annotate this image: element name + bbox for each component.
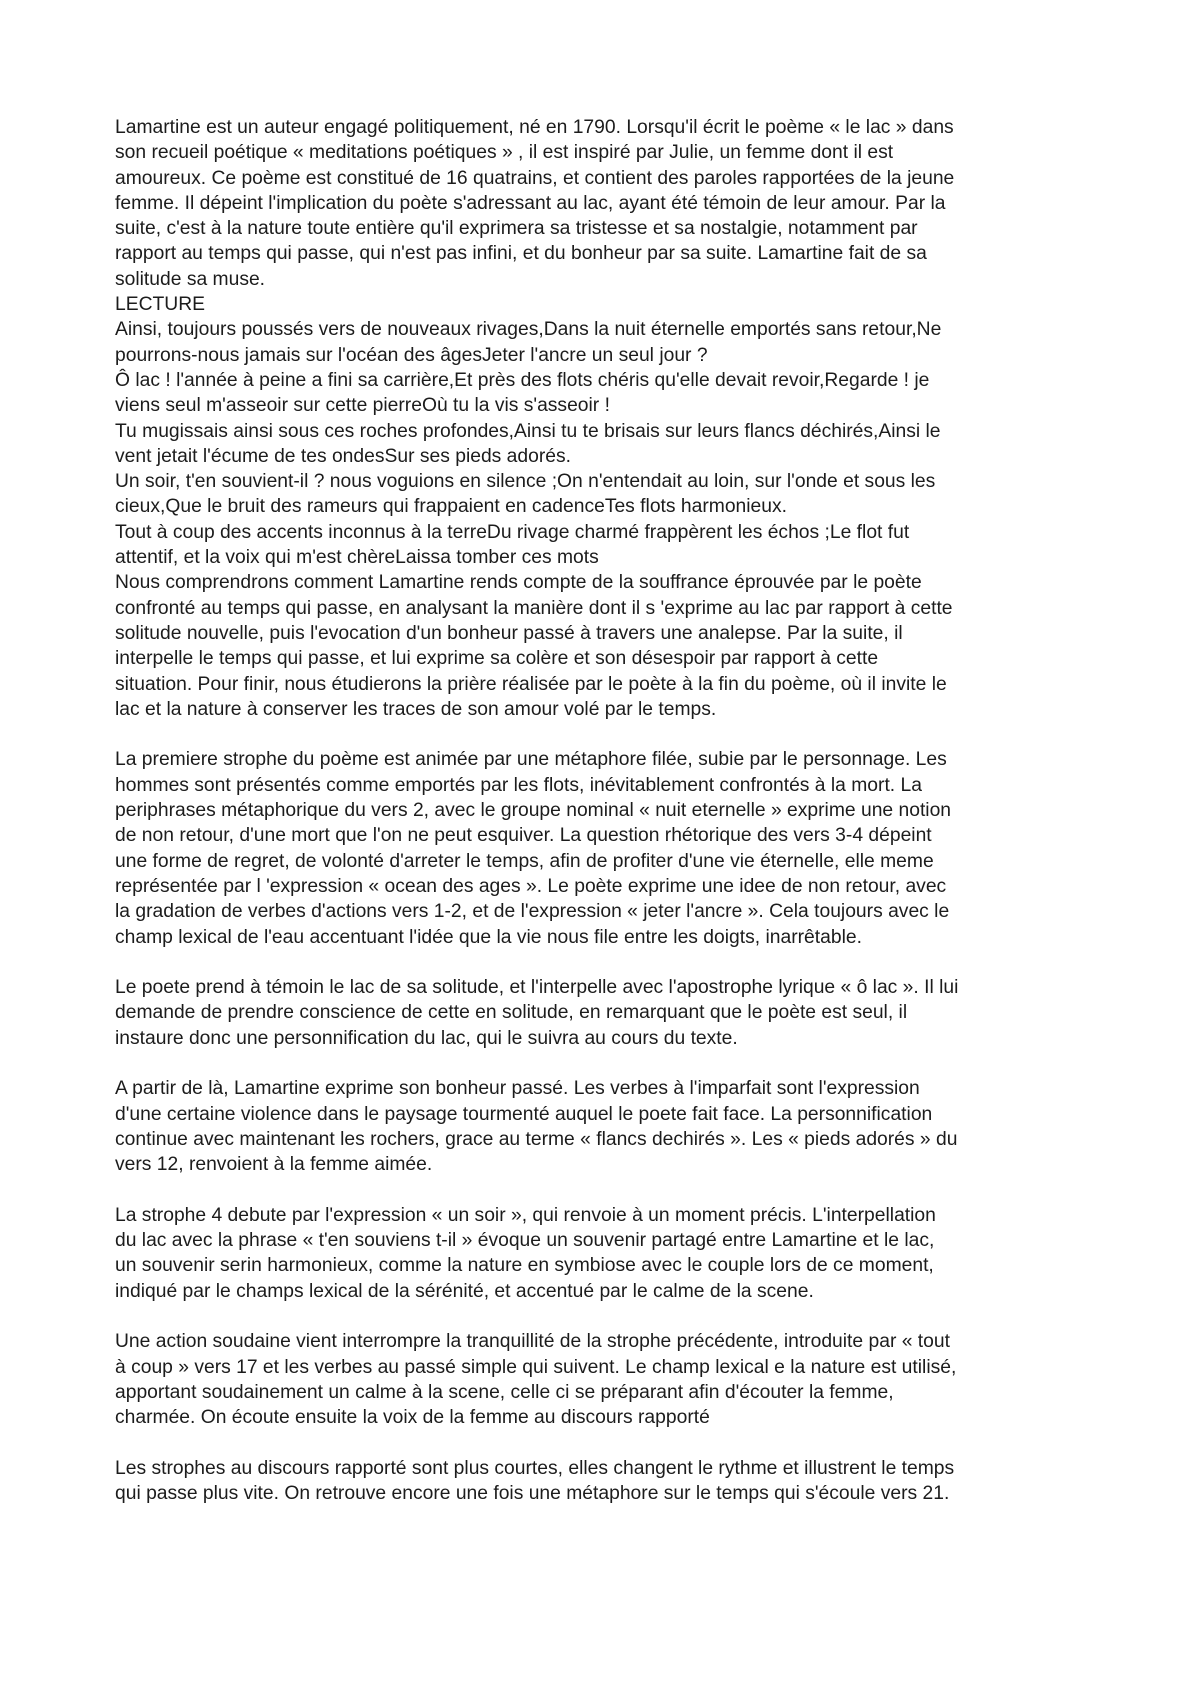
poem-stanza — [115, 520, 1100, 571]
text-line: indiqué par le champs lexical de la sérénité, et accentué par le calme de la scene. — [115, 1280, 814, 1302]
analysis-paragraph — [115, 747, 1100, 949]
text-line: un souvenir serin harmonieux, comme la nature en symbiose avec le couple lors de ce moment, — [115, 1255, 934, 1277]
intro-paragraph — [115, 115, 1100, 292]
text-line: attentif, et la voix qui m'est chèreLaissa tomber ces mots — [115, 547, 599, 569]
text-line: une forme de regret, de volonté d'arreter le temps, afin de profiter d'une vie éternelle, elle meme — [115, 850, 934, 872]
analysis-paragraph — [115, 1329, 1100, 1430]
text-line: son recueil poétique « meditations poétiques » , il est inspiré par Julie, un femme dont il est — [115, 142, 894, 164]
text-line: qui passe plus vite. On retrouve encore une fois une métaphore sur le temps qui s'écoule vers 21. — [115, 1483, 950, 1505]
text-line: confronté au temps qui passe, en analysant la manière dont il s 'exprime au lac par rapport à cette — [115, 597, 953, 619]
text-line: hommes sont présentés comme emportés par les flots, inévitablement confrontés à la mort. La — [115, 774, 922, 796]
text-line: Le poete prend à témoin le lac de sa solitude, et l'interpelle avec l'apostrophe lyrique « ô lac ». Il lui — [115, 977, 959, 999]
text-line: continue avec maintenant les rochers, grace au terme « flancs dechirés ». Les « pieds adorés » du — [115, 1128, 958, 1150]
analysis-paragraph — [115, 1076, 1100, 1177]
analysis-paragraph — [115, 975, 1100, 1051]
text-line: La strophe 4 debute par l'expression « un soir », qui renvoie à un moment précis. L'interpellation — [115, 1204, 936, 1226]
text-line: du lac avec la phrase « t'en souviens t-il » évoque un souvenir partagé entre Lamartine et le lac, — [115, 1230, 935, 1252]
paragraph-gap — [115, 1051, 1100, 1076]
text-line: situation. Pour finir, nous étudierons la prière réalisée par le poète à la fin du poème, où il invite le — [115, 673, 947, 695]
text-line: d'une certaine violence dans le paysage tourmenté auquel le poete fait face. La personnification — [115, 1103, 933, 1125]
poem-stanza — [115, 419, 1100, 470]
text-line: lac et la nature à conserver les traces de son amour volé par le temps. — [115, 698, 717, 720]
text-line: vent jetait l'écume de tes ondesSur ses pieds adorés. — [115, 445, 571, 467]
text-line: A partir de là, Lamartine exprime son bonheur passé. Les verbes à l'imparfait sont l'expression — [115, 1078, 920, 1100]
problematique-paragraph — [115, 570, 1100, 722]
text-line: amoureux. Ce poème est constitué de 16 quatrains, et contient des paroles rapportées de la jeune — [115, 167, 955, 189]
paragraph-gap — [115, 1430, 1100, 1455]
document-page — [115, 115, 1100, 1506]
poem-excerpt — [115, 317, 1100, 570]
text-line: vers 12, renvoient à la femme aimée. — [115, 1154, 433, 1176]
text-line: periphrases métaphorique du vers 2, avec le groupe nominal « nuit eternelle » exprime une notion — [115, 800, 952, 822]
text-line: champ lexical de l'eau accentuant l'idée que la vie nous file entre les doigts, inarrêtable. — [115, 926, 862, 948]
text-line: de non retour, d'une mort que l'on ne peut esquiver. La question rhétorique des vers 3-4 dépeint — [115, 825, 932, 847]
text-line: représentée par l 'expression « ocean des ages ». Le poète exprime une idee de non retour, avec — [115, 875, 947, 897]
text-line: la gradation de verbes d'actions vers 1-2, et de l'expression « jeter l'ancre ». Cela toujours avec le — [115, 901, 950, 923]
text-line: Lamartine est un auteur engagé politiquement, né en 1790. Lorsqu'il écrit le poème « le lac » dans — [115, 117, 954, 138]
text-line: viens seul m'asseoir sur cette pierreOù tu la vis s'asseoir ! — [115, 395, 610, 417]
text-line: Tout à coup des accents inconnus à la terreDu rivage charmé frappèrent les échos ;Le flot fut — [115, 521, 910, 543]
text-line: cieux,Que le bruit des rameurs qui frappaient en cadenceTes flots harmonieux. — [115, 496, 787, 518]
analysis-paragraph — [115, 1456, 1100, 1507]
text-line: La premiere strophe du poème est animée par une métaphore filée, subie par le personnage. Les — [115, 749, 947, 771]
text-line: Un soir, t'en souvient-il ? nous voguions en silence ;On n'entendait au loin, sur l'onde et sous les — [115, 471, 936, 493]
text-line: Une action soudaine vient interrompre la tranquillité de la strophe précédente, introduite par « tout — [115, 1331, 950, 1353]
text-line: à coup » vers 17 et les verbes au passé simple qui suivent. Le champ lexical e la nature est utilisé, — [115, 1356, 957, 1378]
text-line: suite, c'est à la nature toute entière qu'il exprimera sa tristesse et sa nostalgie, notamment par — [115, 218, 918, 240]
paragraph-gap — [115, 950, 1100, 975]
text-line: Tu mugissais ainsi sous ces roches profondes,Ainsi tu te brisais sur leurs flancs déchirés,Ainsi le — [115, 420, 941, 442]
poem-stanza — [115, 317, 1100, 368]
lecture-heading: LECTURE — [115, 294, 205, 316]
text-line: pourrons-nous jamais sur l'océan des âgesJeter l'ancre un seul jour ? — [115, 344, 708, 366]
text-line: interpelle le temps qui passe, et lui exprime sa colère et son désespoir par rapport à cette — [115, 648, 879, 670]
text-line: demande de prendre conscience de cette en solitude, en remarquant que le poète est seul, il — [115, 1002, 908, 1024]
text-line: apportant soudainement un calme à la scene, celle ci se préparant afin d'écouter la femme, — [115, 1381, 894, 1403]
text-line: femme. Il dépeint l'implication du poète s'adressant au lac, ayant été témoin de leur amour. Par la — [115, 192, 946, 214]
paragraph-gap — [115, 1304, 1100, 1329]
text-line: charmée. On écoute ensuite la voix de la femme au discours rapporté — [115, 1407, 710, 1429]
text-line: Ô lac ! l'année à peine a fini sa carrière,Et près des flots chéris qu'elle devait revoir,Regarde ! je — [115, 369, 930, 391]
analysis-paragraph — [115, 1203, 1100, 1304]
text-line: Ainsi, toujours poussés vers de nouveaux rivages,Dans la nuit éternelle emportés sans retour,Ne — [115, 319, 942, 341]
text-line: instaure donc une personnification du lac, qui le suivra au cours du texte. — [115, 1027, 738, 1049]
text-line: solitude sa muse. — [115, 268, 266, 290]
text-line: Les strophes au discours rapporté sont plus courtes, elles changent le rythme et illustrent le temps — [115, 1457, 955, 1479]
poem-stanza — [115, 469, 1100, 520]
text-line: rapport au temps qui passe, qui n'est pas infini, et du bonheur par sa suite. Lamartine fait de sa — [115, 243, 927, 265]
paragraph-gap — [115, 1177, 1100, 1202]
paragraph-gap — [115, 722, 1100, 747]
text-line: Nous comprendrons comment Lamartine rends compte de la souffrance éprouvée par le poète — [115, 572, 922, 594]
text-line: solitude nouvelle, puis l'evocation d'un bonheur passé à travers une analepse. Par la suite, il — [115, 622, 903, 644]
poem-stanza — [115, 368, 1100, 419]
